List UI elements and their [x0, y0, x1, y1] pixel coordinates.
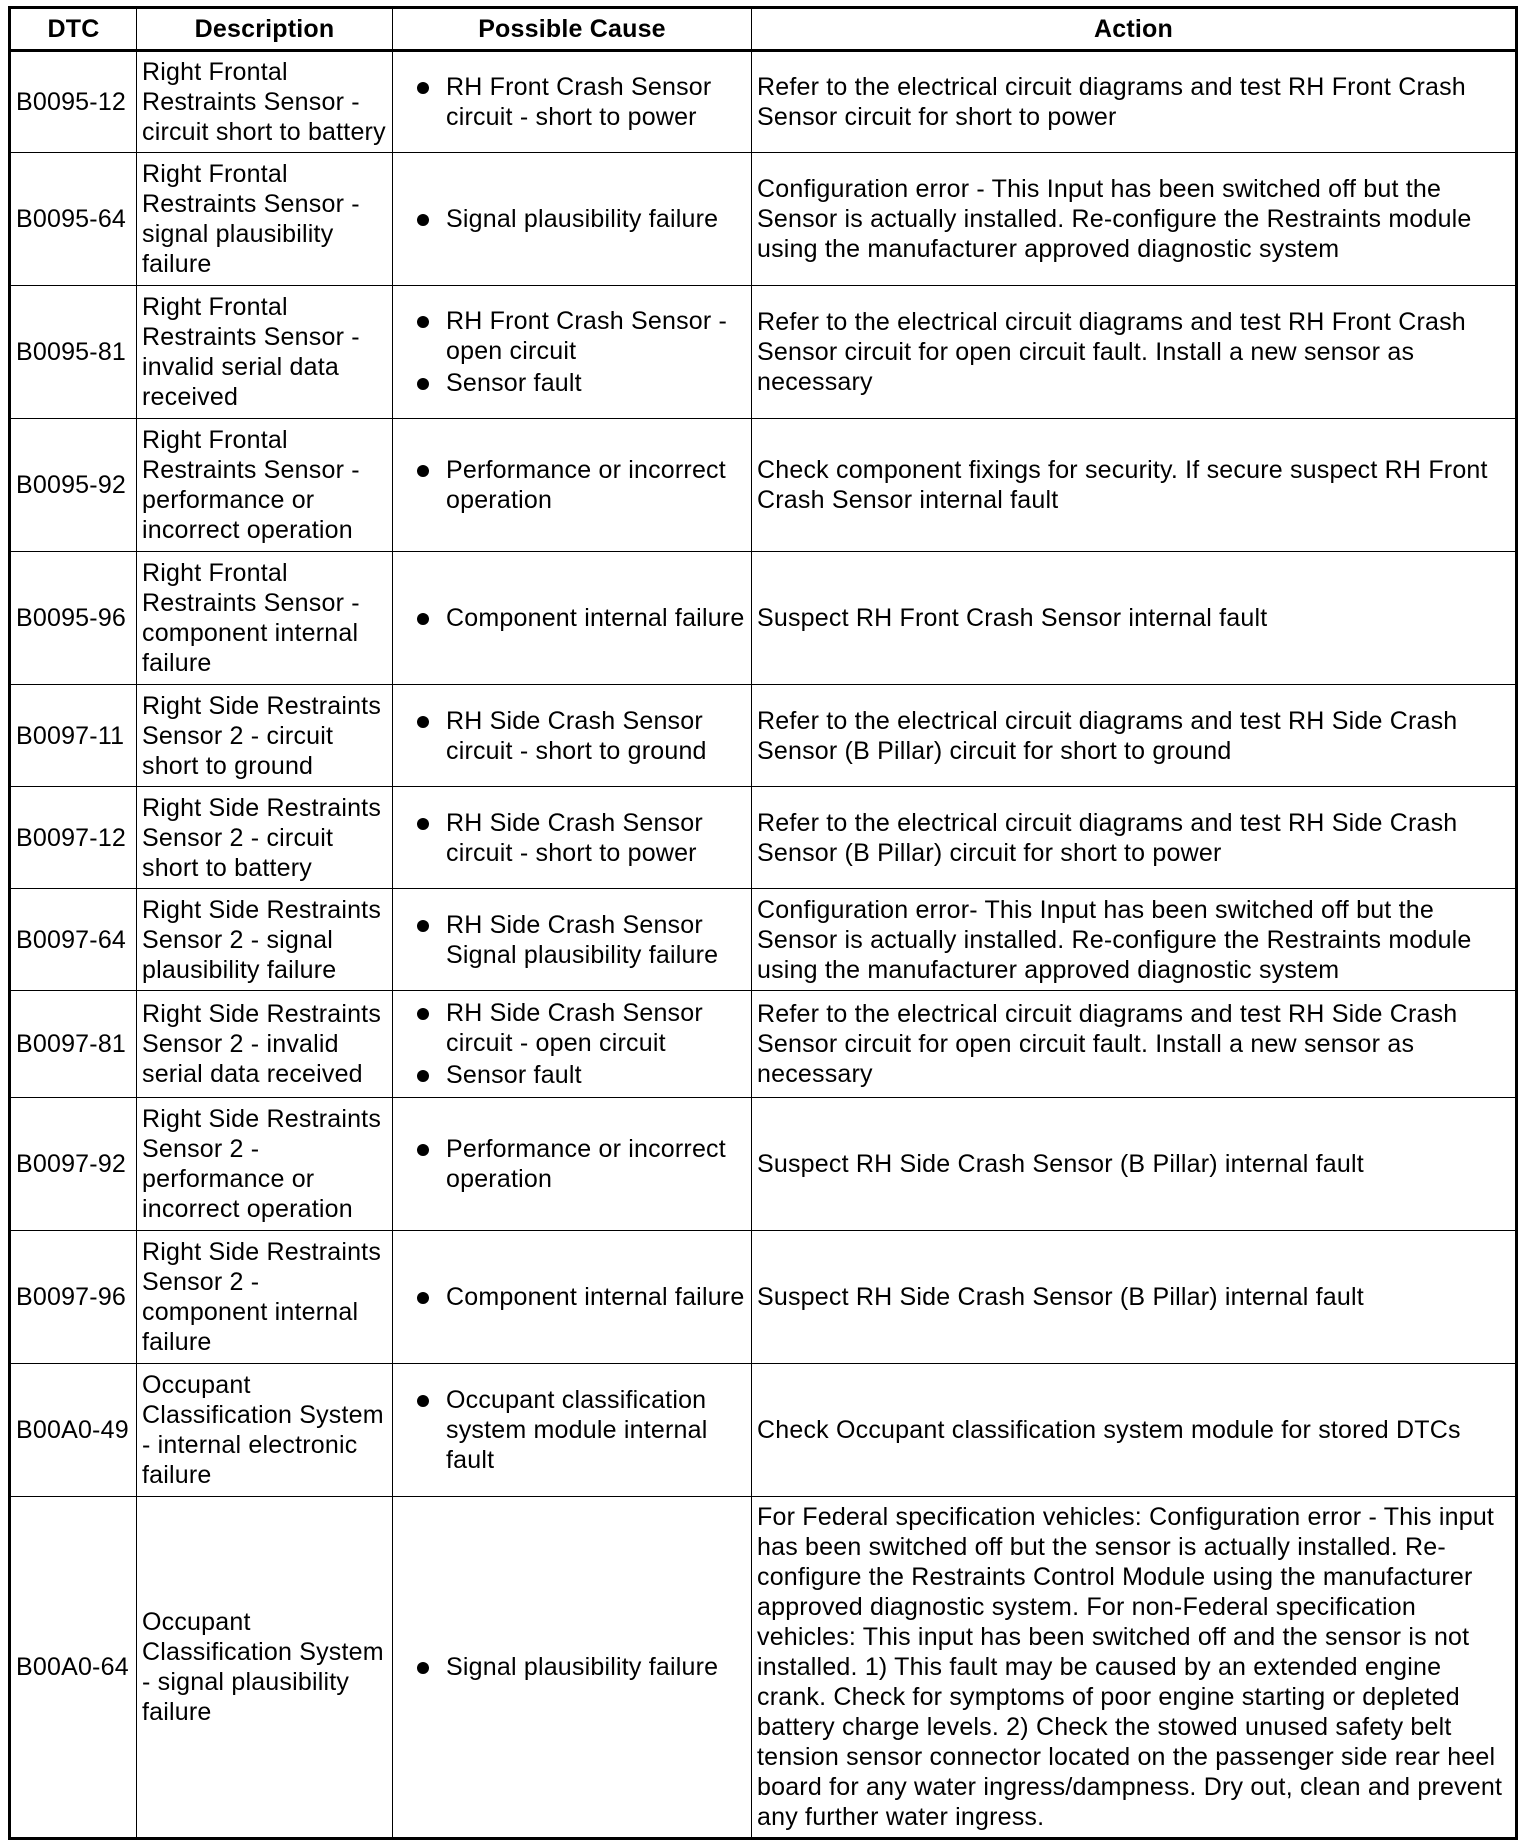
action-text: Check component fixings for security. If secure suspect RH Front Crash Sensor internal fault — [752, 419, 1517, 552]
cause-list — [398, 1282, 746, 1312]
cause-list — [398, 1652, 746, 1682]
bullet-icon — [417, 716, 429, 728]
dtc-description: Right Side Restraints Sensor 2 - circuit short to ground — [137, 685, 393, 787]
dtc-description: Right Side Restraints Sensor 2 - invalid serial data received — [137, 991, 393, 1098]
dtc-code: B0095-64 — [10, 153, 137, 286]
possible-cause-cell — [393, 1231, 752, 1364]
table-row — [10, 787, 1517, 889]
possible-cause-cell — [393, 1364, 752, 1497]
cause-item — [398, 1385, 746, 1475]
dtc-code: B0095-96 — [10, 552, 137, 685]
cause-text: RH Front Crash Sensor - open circuit — [446, 307, 728, 365]
cause-list — [398, 306, 746, 398]
dtc-code: B0097-81 — [10, 991, 137, 1098]
cause-text: Performance or incorrect operation — [446, 456, 726, 514]
cause-text: Component internal failure — [446, 604, 745, 632]
dtc-code: B00A0-64 — [10, 1497, 137, 1839]
cause-item — [398, 998, 746, 1058]
table-header — [10, 8, 1517, 51]
dtc-code: B0095-81 — [10, 286, 137, 419]
bullet-icon — [417, 1395, 429, 1407]
cause-item — [398, 455, 746, 515]
dtc-table — [8, 6, 1518, 1840]
dtc-description: Right Side Restraints Sensor 2 - circuit short to battery — [137, 787, 393, 889]
dtc-description: Occupant Classification System - internal electronic failure — [137, 1364, 393, 1497]
action-text: Refer to the electrical circuit diagrams and test RH Side Crash Sensor circuit for open circuit fault. Install a new sensor as necessary — [752, 991, 1517, 1098]
action-text: For Federal specification vehicles: Configuration error - This input has been switched off but the sensor is actually installed. Re-configure the Restraints Control Module using the manufacturer approved diagnostic system. For non-Federal specification vehicles: This input has been switched off and the sensor is not installed. 1) This fault may be caused by an extended engine crank. Check for symptoms of poor engine starting or depleted battery charge levels. 2) Check the stowed unused safety belt tension sensor connector located on the passenger side rear heel board for any water ingress/dampness. Dry out, clean and prevent any further water ingress. — [752, 1497, 1517, 1839]
bullet-icon — [417, 1070, 429, 1082]
cause-text: RH Side Crash Sensor circuit - short to ground — [446, 706, 707, 765]
table-row — [10, 991, 1517, 1098]
bullet-icon — [417, 1144, 429, 1156]
cause-list — [398, 1385, 746, 1475]
table-row — [10, 419, 1517, 552]
bullet-icon — [417, 316, 429, 328]
action-text: Configuration error- This Input has been switched off but the Sensor is actually installed. Re-configure the Restraints module using the manufacturer approved diagnostic system — [752, 889, 1517, 991]
dtc-code: B0097-92 — [10, 1098, 137, 1231]
cause-text: RH Side Crash Sensor circuit - open circuit — [446, 999, 703, 1057]
cause-text: Signal plausibility failure — [446, 1653, 719, 1681]
cause-text: Performance or incorrect operation — [446, 1135, 726, 1193]
cause-item — [398, 204, 746, 234]
dtc-description: Occupant Classification System - signal plausibility failure — [137, 1497, 393, 1839]
table-body — [10, 51, 1517, 1839]
cause-text: RH Side Crash Sensor Signal plausibility failure — [446, 910, 719, 969]
dtc-description: Right Frontal Restraints Sensor - performance or incorrect operation — [137, 419, 393, 552]
cause-text: RH Side Crash Sensor circuit - short to power — [446, 808, 703, 867]
possible-cause-cell — [393, 51, 752, 153]
bullet-icon — [417, 82, 429, 94]
bullet-icon — [417, 378, 429, 390]
cause-item — [398, 1282, 746, 1312]
dtc-code: B0097-12 — [10, 787, 137, 889]
dtc-description: Right Frontal Restraints Sensor - component internal failure — [137, 552, 393, 685]
dtc-code: B0095-12 — [10, 51, 137, 153]
cause-list — [398, 998, 746, 1090]
bullet-icon — [417, 818, 429, 830]
possible-cause-cell — [393, 286, 752, 419]
table-row — [10, 153, 1517, 286]
action-text: Refer to the electrical circuit diagrams and test RH Side Crash Sensor (B Pillar) circuit for short to ground — [752, 685, 1517, 787]
possible-cause-cell — [393, 1497, 752, 1839]
bullet-icon — [417, 1292, 429, 1304]
header-dtc: DTC — [10, 8, 137, 51]
possible-cause-cell — [393, 889, 752, 991]
possible-cause-cell — [393, 685, 752, 787]
dtc-code: B0097-11 — [10, 685, 137, 787]
possible-cause-cell — [393, 552, 752, 685]
header-description: Description — [137, 8, 393, 51]
cause-list — [398, 455, 746, 515]
action-text: Check Occupant classification system module for stored DTCs — [752, 1364, 1517, 1497]
dtc-description: Right Frontal Restraints Sensor - signal plausibility failure — [137, 153, 393, 286]
table-row — [10, 51, 1517, 153]
cause-item — [398, 1060, 746, 1090]
dtc-code: B00A0-49 — [10, 1364, 137, 1497]
cause-item — [398, 72, 746, 132]
cause-text: RH Front Crash Sensor circuit - short to power — [446, 73, 712, 131]
dtc-code: B0095-92 — [10, 419, 137, 552]
action-text: Suspect RH Front Crash Sensor internal fault — [752, 552, 1517, 685]
possible-cause-cell — [393, 1098, 752, 1231]
cause-item — [398, 910, 746, 970]
cause-item — [398, 1134, 746, 1194]
table-row — [10, 1231, 1517, 1364]
table-row — [10, 889, 1517, 991]
possible-cause-cell — [393, 419, 752, 552]
action-text: Configuration error - This Input has been switched off but the Sensor is actually installed. Re-configure the Restraints module using the manufacturer approved diagnostic system — [752, 153, 1517, 286]
cause-item — [398, 706, 746, 766]
cause-item — [398, 808, 746, 868]
dtc-description: Right Frontal Restraints Sensor - invalid serial data received — [137, 286, 393, 419]
table-row — [10, 1098, 1517, 1231]
cause-text: Occupant classification system module internal fault — [446, 1386, 708, 1474]
cause-list — [398, 204, 746, 234]
header-action: Action — [752, 8, 1517, 51]
table-row — [10, 1364, 1517, 1497]
header-row — [10, 8, 1517, 51]
action-text: Refer to the electrical circuit diagrams and test RH Front Crash Sensor circuit for short to power — [752, 51, 1517, 153]
bullet-icon — [417, 214, 429, 226]
bullet-icon — [417, 1008, 429, 1020]
table-row — [10, 1497, 1517, 1839]
bullet-icon — [417, 1662, 429, 1674]
table-row — [10, 286, 1517, 419]
cause-item — [398, 306, 746, 366]
cause-list — [398, 72, 746, 132]
dtc-code: B0097-64 — [10, 889, 137, 991]
cause-list — [398, 706, 746, 766]
possible-cause-cell — [393, 991, 752, 1098]
header-possible-cause: Possible Cause — [393, 8, 752, 51]
action-text: Refer to the electrical circuit diagrams and test RH Front Crash Sensor circuit for open circuit fault. Install a new sensor as necessary — [752, 286, 1517, 419]
cause-list — [398, 603, 746, 633]
dtc-code: B0097-96 — [10, 1231, 137, 1364]
possible-cause-cell — [393, 787, 752, 889]
possible-cause-cell — [393, 153, 752, 286]
cause-list — [398, 1134, 746, 1194]
dtc-description: Right Side Restraints Sensor 2 - signal plausibility failure — [137, 889, 393, 991]
bullet-icon — [417, 465, 429, 477]
cause-item — [398, 368, 746, 398]
table-row — [10, 685, 1517, 787]
cause-item — [398, 603, 746, 633]
dtc-description: Right Frontal Restraints Sensor - circuit short to battery — [137, 51, 393, 153]
bullet-icon — [417, 920, 429, 932]
action-text: Suspect RH Side Crash Sensor (B Pillar) internal fault — [752, 1098, 1517, 1231]
bullet-icon — [417, 613, 429, 625]
table-row — [10, 552, 1517, 685]
cause-list — [398, 808, 746, 868]
action-text: Refer to the electrical circuit diagrams and test RH Side Crash Sensor (B Pillar) circuit for short to power — [752, 787, 1517, 889]
action-text: Suspect RH Side Crash Sensor (B Pillar) internal fault — [752, 1231, 1517, 1364]
cause-text: Sensor fault — [446, 1061, 582, 1089]
cause-item — [398, 1652, 746, 1682]
cause-text: Sensor fault — [446, 369, 582, 397]
cause-text: Component internal failure — [446, 1283, 745, 1311]
dtc-description: Right Side Restraints Sensor 2 - component internal failure — [137, 1231, 393, 1364]
cause-text: Signal plausibility failure — [446, 205, 719, 233]
cause-list — [398, 910, 746, 970]
dtc-description: Right Side Restraints Sensor 2 - performance or incorrect operation — [137, 1098, 393, 1231]
